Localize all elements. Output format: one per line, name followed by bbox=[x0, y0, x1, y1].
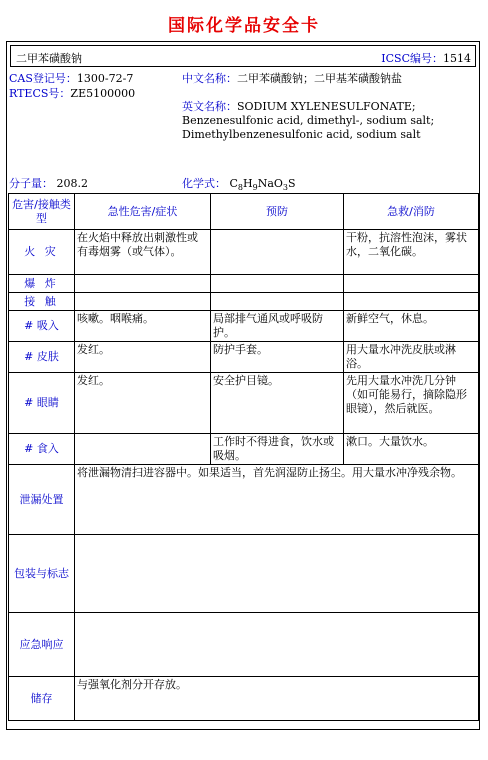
cell-prevention: 防护手套。 bbox=[211, 342, 344, 373]
cell-prevention: 安全护目镜。 bbox=[211, 373, 344, 434]
en-name-line1: SODIUM XYLENESULFONATE; bbox=[237, 100, 416, 113]
table-row bbox=[9, 293, 479, 311]
cell-prevention: 局部排气通风或呼吸防护。 bbox=[211, 311, 344, 342]
molecular-weight bbox=[9, 177, 88, 191]
row-label-skin: # 皮肤 bbox=[9, 342, 75, 373]
cell-hazard: 咳嗽。咽喉痛。 bbox=[75, 311, 211, 342]
cell-firstaid: 漱口。大量饮水。 bbox=[344, 434, 479, 465]
formula-c: C bbox=[229, 177, 238, 190]
section-label-storage: 储存 bbox=[9, 677, 75, 721]
icsc-number bbox=[381, 50, 471, 66]
formula-h: H bbox=[243, 177, 253, 190]
formula-c-sub: 8 bbox=[237, 183, 244, 193]
row-label-fire: 火 灾 bbox=[9, 230, 75, 275]
cell-firstaid bbox=[344, 293, 479, 311]
rtecs-label: RTECS号： bbox=[9, 87, 71, 100]
formula-nao-sub: 3 bbox=[282, 183, 288, 193]
table-row bbox=[9, 311, 479, 342]
en-name-line3: Dimethylbenzenesulfonic acid, sodium salt bbox=[182, 128, 421, 141]
rtecs-value: ZE5100000 bbox=[70, 87, 136, 100]
cell-firstaid: 用大量水冲洗皮肤或淋浴。 bbox=[344, 342, 479, 373]
card-header bbox=[10, 45, 476, 67]
cell-hazard bbox=[75, 275, 211, 293]
section-label-spill: 泄漏处置 bbox=[9, 465, 75, 535]
table-row bbox=[9, 434, 479, 465]
formula-nao: NaO bbox=[257, 177, 283, 190]
col-prevention: 预防 bbox=[211, 194, 344, 230]
cell-hazard bbox=[75, 434, 211, 465]
col-hazard: 急性危害/症状 bbox=[75, 194, 211, 230]
section-label-emergency: 应急响应 bbox=[9, 613, 75, 677]
hazard-table bbox=[8, 193, 479, 721]
table-header-row bbox=[9, 194, 479, 230]
formula-h-sub: 9 bbox=[252, 183, 258, 193]
table-row bbox=[9, 535, 479, 613]
cas-label: CAS登记号： bbox=[9, 72, 77, 85]
table-row bbox=[9, 230, 479, 275]
mw-value: 208.2 bbox=[56, 177, 88, 190]
english-name bbox=[182, 100, 477, 142]
table-row bbox=[9, 613, 479, 677]
card-frame bbox=[6, 41, 480, 730]
cell-prevention bbox=[211, 275, 344, 293]
formula-label: 化学式： bbox=[182, 177, 226, 190]
formula-s: S bbox=[288, 177, 296, 190]
section-text-emergency bbox=[75, 613, 479, 677]
cas-number bbox=[9, 72, 133, 86]
cell-prevention: 工作时不得进食，饮水或吸烟。 bbox=[211, 434, 344, 465]
table-row bbox=[9, 373, 479, 434]
section-label-packaging: 包装与标志 bbox=[9, 535, 75, 613]
cell-hazard: 发红。 bbox=[75, 373, 211, 434]
table-row bbox=[9, 677, 479, 721]
cell-firstaid bbox=[344, 275, 479, 293]
icsc-label: ICSC编号： bbox=[381, 52, 443, 65]
cell-firstaid: 干粉，抗溶性泡沫，雾状水，二氧化碳。 bbox=[344, 230, 479, 275]
cell-hazard: 在火焰中释放出刺激性或有毒烟雾（或气体）。 bbox=[75, 230, 211, 275]
row-label-eyes: # 眼睛 bbox=[9, 373, 75, 434]
col-type: 危害/接触类型 bbox=[9, 194, 75, 230]
row-label-inhalation: # 吸入 bbox=[9, 311, 75, 342]
page-title: 国际化学品安全卡 bbox=[168, 16, 320, 36]
mw-label: 分子量： bbox=[9, 177, 53, 190]
section-text-spill: 将泄漏物清扫进容器中。如果适当，首先润湿防止扬尘。用大量水冲净残余物。 bbox=[75, 465, 479, 535]
table-row bbox=[9, 465, 479, 535]
cell-prevention bbox=[211, 230, 344, 275]
en-name-label: 英文名称： bbox=[182, 100, 237, 113]
section-text-storage: 与强氧化剂分开存放。 bbox=[75, 677, 479, 721]
rtecs-number bbox=[9, 87, 135, 101]
row-label-explosion: 爆 炸 bbox=[9, 275, 75, 293]
en-name-line2: Benzenesulfonic acid, dimethyl-, sodium salt; bbox=[182, 114, 435, 127]
section-text-packaging bbox=[75, 535, 479, 613]
row-label-ingestion: # 食入 bbox=[9, 434, 75, 465]
cell-firstaid: 新鲜空气，休息。 bbox=[344, 311, 479, 342]
cn-name-value: 二甲苯磺酸钠；二甲基苯磺酸钠盐 bbox=[237, 72, 402, 85]
icsc-value: 1514 bbox=[443, 52, 471, 65]
cell-hazard bbox=[75, 293, 211, 311]
chemical-name: 二甲苯磺酸钠 bbox=[16, 52, 82, 65]
table-row bbox=[9, 275, 479, 293]
cas-value: 1300-72-7 bbox=[76, 72, 134, 85]
cell-firstaid: 先用大量水冲洗几分钟（如可能易行，摘除隐形眼镜），然后就医。 bbox=[344, 373, 479, 434]
cn-name-label: 中文名称： bbox=[182, 72, 237, 85]
cell-hazard: 发红。 bbox=[75, 342, 211, 373]
table-row bbox=[9, 342, 479, 373]
col-firstaid: 急救/消防 bbox=[344, 194, 479, 230]
cell-prevention bbox=[211, 293, 344, 311]
chinese-name bbox=[182, 72, 402, 86]
row-label-contact: 接 触 bbox=[9, 293, 75, 311]
